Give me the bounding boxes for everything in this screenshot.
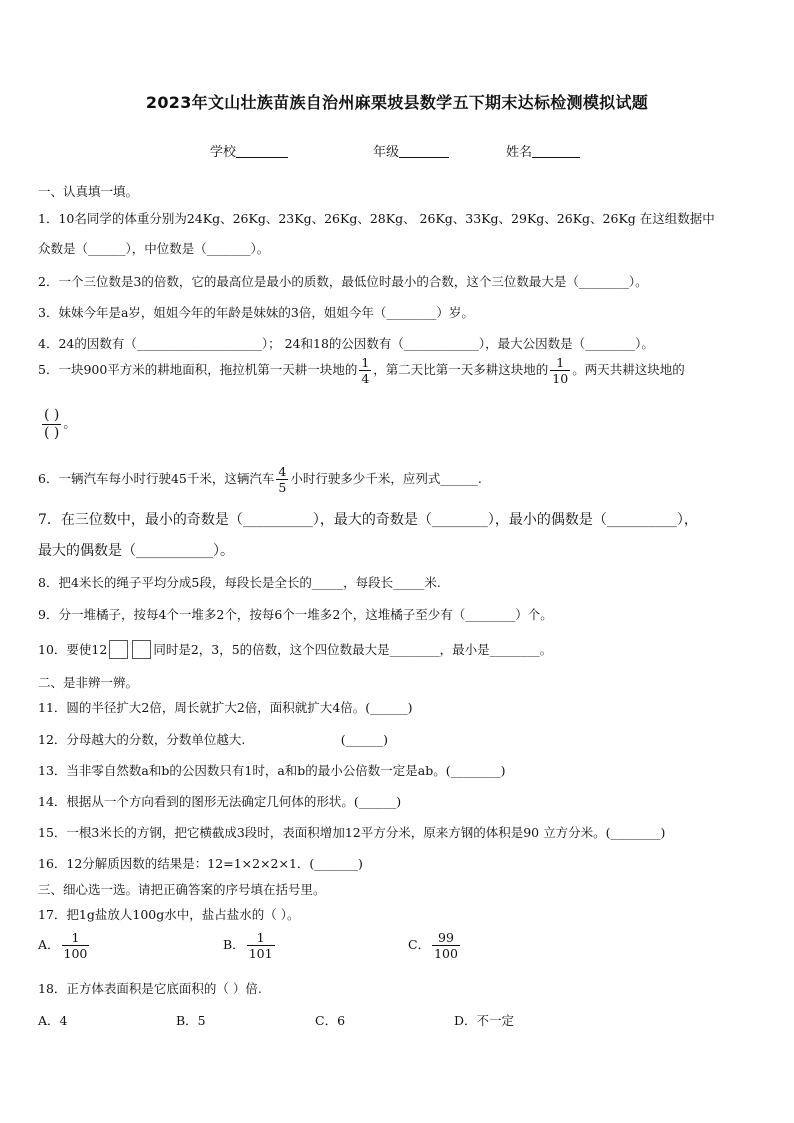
question-1-line-2: 众数是（______），中位数是（_______）。 — [38, 241, 270, 256]
section-3-heading: 三、细心选一选。请把正确答案的序号填在括号里。 — [38, 882, 326, 897]
question-15: 15．一根3米长的方钢，把它横截成3段时，表面积增加12平方分米，原来方钢的体积是90 立方分米。(________) — [38, 825, 666, 840]
question-6-text-b: 小时行驶多少千米，应列式______. — [290, 471, 482, 487]
question-18-option-c[interactable]: C．6 — [315, 1013, 346, 1028]
section-2-heading: 二、是非辨一辨。 — [38, 675, 139, 690]
fraction-one-over-101: $\frac{1}{101}$ — [248, 930, 273, 962]
digit-box-1[interactable] — [109, 640, 128, 659]
section-1-heading: 一、认真填一填。 — [38, 184, 139, 199]
question-7-line-2: 最大的偶数是（___________）。 — [38, 543, 234, 559]
answer-blank-fraction[interactable]: $\frac{( )}{( )}$ — [44, 407, 60, 441]
question-12: 12．分母越大的分数，分数单位越大. (______) — [38, 732, 388, 747]
question-5-text-b: ，第二天比第一天多耕这块地的 — [373, 362, 549, 378]
fraction-99-hundredths: $\frac{99}{100}$ — [434, 930, 458, 962]
question-7-line-1: 7．在三位数中，最小的奇数是（__________），最大的奇数是（________），最小的偶数是（__________）， — [38, 512, 698, 528]
question-5-text-c: 。两天共耕这块地的 — [572, 362, 685, 378]
fraction-one-quarter: $\frac{1}{4}$ — [361, 355, 370, 387]
option-a-label: A． — [38, 937, 60, 953]
question-18-option-b[interactable]: B．5 — [176, 1013, 206, 1028]
grade-blank[interactable] — [399, 145, 449, 158]
question-9: 9．分一堆橘子，按每4个一堆多2个，按每6个一堆多2个，这堆橘子至少有（________）个。 — [38, 607, 553, 622]
question-11: 11．圆的半径扩大2倍，周长就扩大2倍，面积就扩大4倍。(______) — [38, 700, 413, 715]
question-5-text-a: 5．一块900平方米的耕地面积，拖拉机第一天耕一块地的 — [38, 362, 358, 378]
question-17: 17．把1g盐放人100g水中，盐占盐水的（ ）。 — [38, 907, 300, 922]
question-13: 13．当非零自然数a和b的公因数只有1时，a和b的最小公倍数一定是ab。(________) — [38, 763, 506, 778]
question-18-option-d[interactable]: D．不一定 — [454, 1013, 515, 1028]
digit-box-2[interactable] — [132, 640, 151, 659]
fraction-one-tenth: $\frac{1}{10}$ — [552, 355, 569, 387]
name-blank[interactable] — [532, 145, 580, 158]
name-label: 姓名 — [506, 145, 533, 160]
question-8: 8．把4米长的绳子平均分成5段，每段长是全长的_____，每段长_____米. — [38, 575, 441, 590]
question-3: 3．妹妹今年是a岁，姐姐今年的年龄是妹妹的3倍，姐姐今年（________）岁。 — [38, 305, 474, 320]
option-c-label: C． — [408, 937, 431, 953]
page-title: 2023年文山壮族苗族自治州麻栗坡县数学五下期末达标检测模拟试题 — [145, 93, 649, 112]
question-5-line-1 — [38, 356, 685, 385]
fraction-one-hundredth: $\frac{1}{100}$ — [63, 930, 88, 962]
question-17-option-c[interactable] — [408, 931, 462, 960]
school-field — [210, 141, 288, 160]
grade-field — [373, 141, 449, 160]
question-18: 18．正方体表面积是它底面积的（ ）倍. — [38, 981, 262, 996]
question-14: 14．根据从一个方向看到的图形无法确定几何体的形状。(______) — [38, 794, 402, 809]
question-17-option-b[interactable] — [223, 931, 277, 960]
question-10-text-b: 同时是2，3，5的倍数，这个四位数最大是________，最小是________。 — [153, 642, 553, 657]
question-2: 2．一个三位数是3的倍数，它的最高位是最小的质数，最低位时最小的合数，这个三位数最大是（________）。 — [38, 274, 648, 289]
question-4: 4．24的因数有（____________________）； 24和18的公因数有（____________），最大公因数是（________）。 — [38, 336, 654, 351]
fraction-four-fifths: $\frac{4}{5}$ — [278, 464, 287, 496]
question-5-line-2 — [40, 408, 76, 440]
question-10 — [38, 640, 552, 659]
school-blank[interactable] — [236, 145, 288, 158]
question-1-line-1: 1．10名同学的体重分别为24Kg、26Kg、23Kg、26Kg、28Kg、 26Kg、33Kg、29Kg、26Kg、26Kg 在这组数据中 — [38, 211, 715, 226]
question-17-option-a[interactable] — [38, 931, 91, 960]
question-16: 16．12分解质因数的结果是：12=1×2×2×1．(_______) — [38, 856, 363, 871]
option-b-label: B． — [223, 937, 245, 953]
name-field — [506, 141, 580, 160]
question-18-option-a[interactable]: A．4 — [38, 1013, 68, 1028]
question-6-text-a: 6．一辆汽车每小时行驶45千米，这辆汽车 — [38, 471, 275, 487]
grade-label: 年级 — [373, 145, 400, 160]
school-label: 学校 — [210, 145, 237, 160]
question-10-text-a: 10．要使12 — [38, 642, 108, 657]
question-6 — [38, 465, 482, 494]
question-5-end: 。 — [63, 415, 76, 431]
